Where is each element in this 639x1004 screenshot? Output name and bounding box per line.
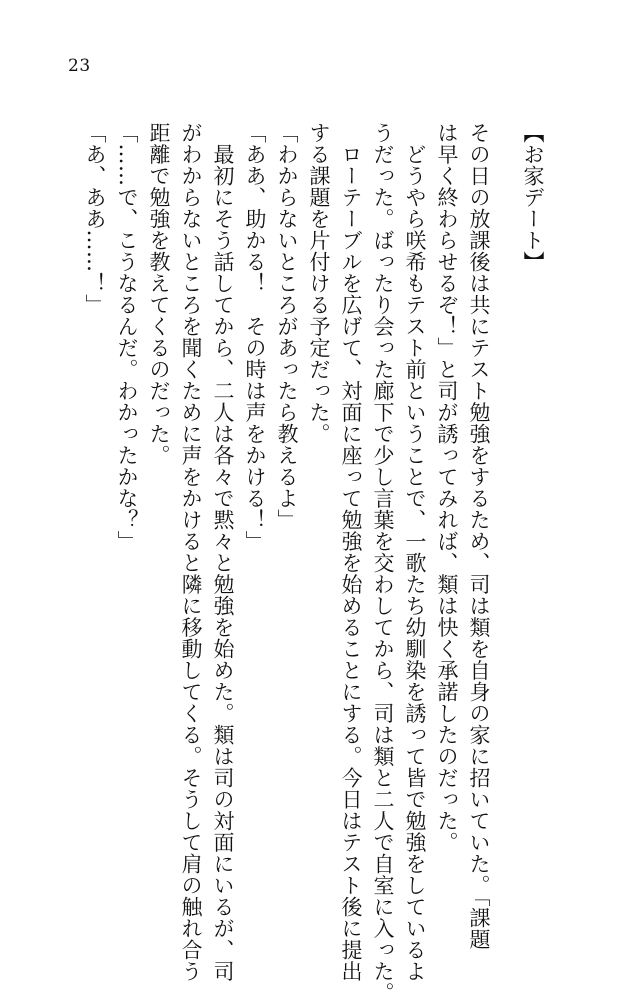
text-line: 距離で勉強を教えてくるのだった。 [147, 122, 171, 466]
chapter-title: 【お家デート】 [521, 122, 545, 273]
text-line: 「わからないところがあったら教えるよ」 [275, 122, 299, 531]
text-line: 「……で、こうなるんだ。わかったかな？」 [115, 122, 139, 552]
text-line: がわからないところを聞くために声をかけると隣に移動してくる。そうして肩の触れ合う [179, 122, 203, 982]
text-line: 最初にそう話してから、二人は各々で黙々と勉強を始めた。類は司の対面にいるが、司 [211, 122, 235, 982]
text-line: どうやら咲希もテスト前ということで、一歌たち幼馴染を誘って皆で勉強をしているよ [403, 122, 427, 982]
page-number: 23 [68, 56, 91, 76]
text-line: する課題を片付ける予定だった。 [307, 122, 331, 445]
text-line: ローテーブルを広げて、対面に座って勉強を始めることにする。今日はテスト後に提出 [339, 122, 363, 982]
text-line: は早く終わらせるぞ！」と司が誘ってみれば、類は快く承諾したのだった。 [435, 122, 459, 853]
text-line: うだった。ばったり会った廊下で少し言葉を交わしてから、司は類と二人で自室に入った。 [371, 122, 395, 1004]
text-line: 「ああ、助かる！ その時は声をかける！」 [243, 122, 267, 552]
body-text [79, 122, 549, 1004]
text-line: その日の放課後は共にテスト勉強をするため、司は類を自身の家に招いていた。「課題 [467, 122, 491, 950]
text-line: 「あ、ああ……！」 [83, 122, 107, 316]
